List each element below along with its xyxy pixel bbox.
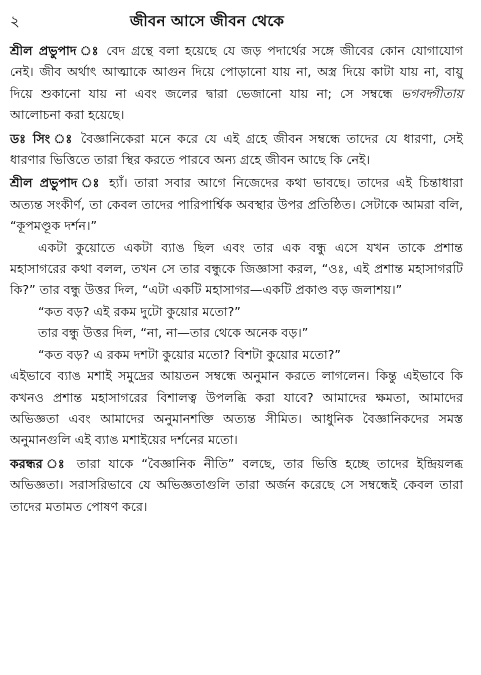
running-title: জীবন আসে জীবন থেকে: [130, 12, 285, 30]
story-line: “কত বড়? এ রকম দশটা কুয়োর মতো? বিশটা কুয়োর মতো?”: [38, 346, 341, 362]
speaker-name: শ্রীল প্রভুপাদ ঃ: [10, 43, 101, 58]
speaker-name: শ্রীল প্রভুপাদ ঃ: [10, 175, 103, 191]
speaker-name: ডঃ সিং ঃ: [10, 130, 75, 146]
page-number: ২: [10, 12, 20, 30]
page-header: [10, 10, 463, 38]
paragraph-text: আলোচনা করা হয়েছে।: [10, 107, 125, 123]
story-paragraph: এইভাবে ব্যাঙ মশাই সমুদ্রের আয়তন সম্বন্ধে অনুমান করতে লাগলেন। কিন্তু এইভাবে কি কখনও প্রশান্ত মহাসাগরের বিশালত্ব উপলব্ধি করা যাবে? আমাদের ক্ষমতা, আমাদের অভিজ্ঞতা এবং আমাদের অনুমানশক্তি অত্যন্ত সীমিত। আধুনিক বৈজ্ঞানিকদের সমস্ত অনুমানগুলি এই ব্যাঙ মশাইয়ের দর্শনের মতো।: [10, 368, 463, 448]
story-line: তার বন্ধু উত্তর দিল, “না, না—তার থেকে অনেক বড়।”: [38, 325, 309, 341]
story-line: “কত বড়? এই রকম দুটো কুয়োর মতো?”: [38, 303, 241, 319]
speaker-name: করন্ধর ঃ: [10, 455, 69, 471]
emphasized-text: ভগবদ্গীতায়: [400, 85, 463, 101]
paragraph-text: হ্যাঁ। তারা সবার আগে নিজেদের কথা ভাবছে। তাদের এই চিন্তাধারা অত্যন্ত সংকীর্ণ, তা কেবল তাদের পারিপার্শ্বিক অবস্থার উপর প্রতিষ্ঠিত। সেটাকে আমরা বলি, “কূপমণ্ডূক দর্শন।”: [10, 175, 463, 234]
dialogue-paragraph: [10, 128, 463, 171]
paragraph-text: তারা যাকে “বৈজ্ঞানিক নীতি” বলছে, তার ভিত্তি হচ্ছে তাদের ইন্দ্রিয়লব্ধ অভিজ্ঞতা। সরাসরিভাবে যে অভিজ্ঞতাগুলি তারা অর্জন করেছে সে সম্বন্ধেই কেবল তারা তাদের মতামত পোষণ করে।: [10, 455, 463, 514]
paragraph-text: বেদ গ্রন্থে বলা হয়েছে যে জড় পদার্থের সঙ্গে জীবের কোন যোগাযোগ নেই। জীব অর্থাৎ আত্মাকে আগুন দিয়ে পোড়ানো যায় না, অস্ত্র দিয়ে কাটা যায় না, বায়ু দিয়ে শুকানো যায় না এবং জলের দ্বারা ভেজানো যায় না; সে সম্বন্ধে: [10, 43, 463, 101]
dialogue-paragraph: [10, 40, 463, 126]
paragraph-text: বৈজ্ঞানিকেরা মনে করে যে এই গ্রহে জীবন সম্বন্ধে তাদের যে ধারণা, সেই ধারণার ভিত্তিতে তারা স্থির করতে পারবে অন্য গ্রহে জীবন আছে কি নেই।: [10, 130, 463, 168]
dialogue-paragraph: [10, 453, 463, 517]
story-paragraph: একটা কুয়োতে একটা ব্যাঙ ছিল এবং তার এক বন্ধু এসে যখন তাকে প্রশান্ত মহাসাগরের কথা বলল, তখন সে তার বন্ধুকে জিজ্ঞাসা করল, “ওঃ, এই প্রশান্ত মহাসাগরটি কি?” তার বন্ধু উত্তর দিল, “এটা একটি মহাসাগর—একটি প্রকাণ্ড বড় জলাশয়।”: [10, 239, 463, 298]
dialogue-paragraph: [10, 172, 463, 236]
